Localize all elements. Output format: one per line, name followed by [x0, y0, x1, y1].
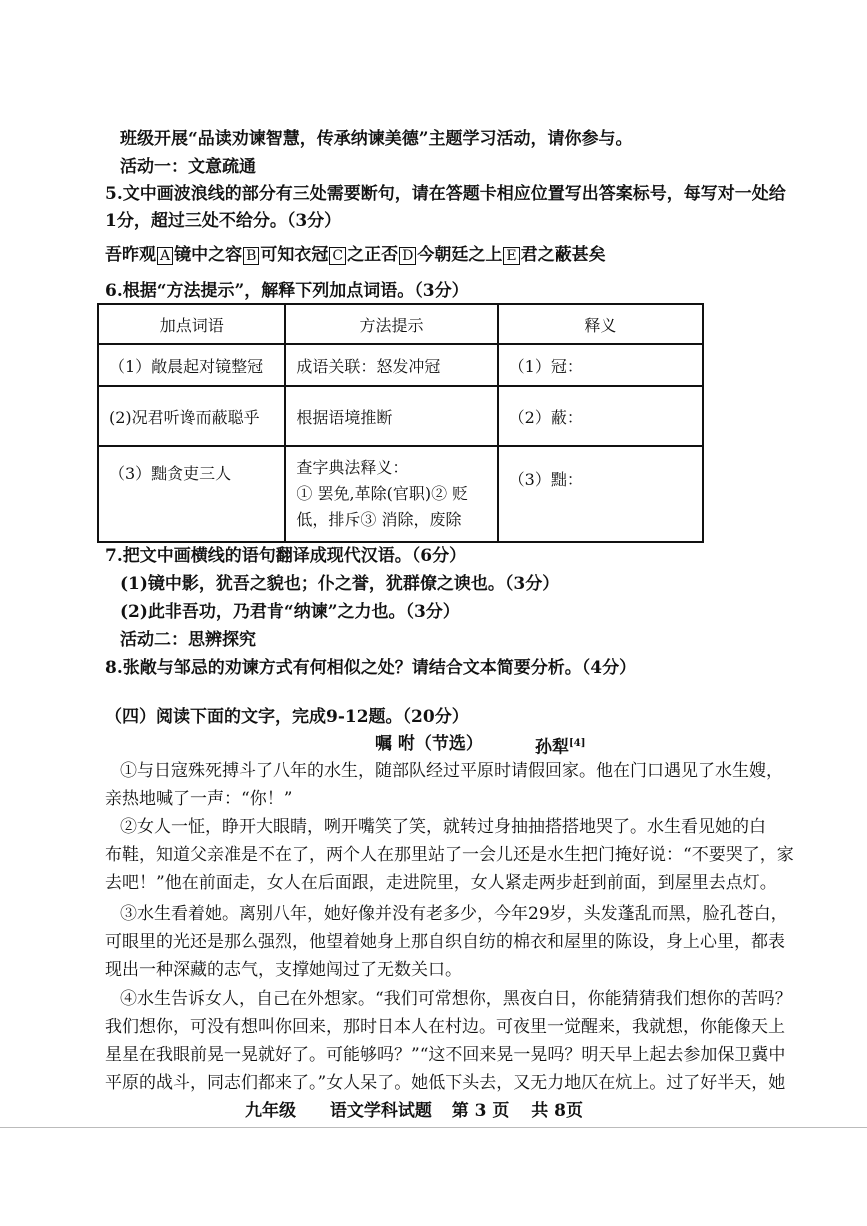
- q5-segment-start: 吾昨观: [105, 245, 156, 265]
- break-mark-d: D: [399, 247, 416, 265]
- intro-text: 班级开展“品读劝谏智慧，传承纳谏美德”主题学习活动，请你参与。: [120, 129, 633, 149]
- story-line: 亲热地喊了一声：“你！”: [105, 789, 293, 809]
- table-cell-hint: 成语关联：怒发冲冠: [285, 344, 497, 386]
- story-line: ②女人一怔，睁开大眼睛，咧开嘴笑了笑，就转过身抽抽搭搭地哭了。水生看见她的白: [120, 817, 766, 837]
- table-header: 方法提示: [285, 304, 497, 344]
- activity-one-heading: 活动一：文意疏通: [120, 157, 256, 177]
- activity-two-heading: 活动二：思辨探究: [120, 630, 256, 650]
- footer-total: 共 8页: [531, 1101, 583, 1121]
- q5-segment: 镜中之容: [174, 245, 243, 265]
- story-line: 现出一种深藏的志气，支撑她闯过了无数关口。: [105, 960, 462, 980]
- story-line: ③水生看着她。离别八年，她好像并没有老多少，今年29岁，头发蓬乱而黑，脸孔苍白，: [120, 904, 788, 924]
- story-line: 可眼里的光还是那么强烈，他望着她身上那自织自纺的棉衣和屋里的陈设，身上心里，都表: [105, 932, 785, 952]
- break-mark-a: A: [157, 247, 173, 265]
- q5-segment: 之正否: [347, 245, 399, 265]
- q5-segment: 今朝廷之上: [417, 245, 503, 265]
- table-cell-meaning: （1）冠：: [498, 344, 703, 386]
- q8-text: 8.张敞与邹忌的劝谏方式有何相似之处？请结合文本简要分析。（4分）: [105, 658, 637, 678]
- footnote-mark: [4]: [569, 738, 586, 749]
- footer-page: 第 3 页: [451, 1101, 510, 1121]
- break-mark-c: C: [329, 247, 346, 265]
- q5-line-1: 5.文中画波浪线的部分有三处需要断句，请在答题卡相应位置写出答案标号，每写对一处给: [105, 184, 786, 204]
- story-line: ④水生告诉女人，自己在外想家。“我们可常想你，黑夜白日，你能猜猜我们想你的苦吗？: [120, 989, 792, 1009]
- break-mark-e: E: [503, 247, 519, 265]
- part-four-heading: （四）阅读下面的文字，完成9-12题。（20分）: [105, 707, 469, 727]
- page-footer: [245, 1100, 583, 1122]
- break-mark-b: B: [243, 247, 259, 265]
- table-cell-meaning: （2）蔽：: [498, 386, 703, 446]
- hint-line: 低，排斥③ 消除，废除: [296, 510, 462, 529]
- table-cell-word: （3）黜贪吏三人: [98, 446, 285, 542]
- q6-title: 6.根据“方法提示”，解释下列加点词语。（3分）: [105, 281, 469, 301]
- table-row: [98, 344, 703, 386]
- table-header: 加点词语: [98, 304, 285, 344]
- table-cell-word: （1）敞晨起对镜整冠: [98, 344, 285, 386]
- author-name: 孙犁: [535, 737, 569, 758]
- story-line: 我们想你，可没有想叫你回来，那时日本人在村边。可夜里一觉醒来，我就想，你能像天上: [105, 1017, 785, 1037]
- footer-grade: 九年级: [245, 1101, 296, 1121]
- q5-line-2: 1分，超过三处不给分。（3分）: [105, 211, 342, 231]
- footer-subject: 语文学科试题: [329, 1101, 432, 1121]
- story-line: 去吧！”他在前面走，女人在后面跟，走进院里，女人紧走两步赶到前面，到屋里去点灯。: [105, 873, 777, 893]
- table-cell-hint: 根据语境推断: [285, 386, 497, 446]
- q7-sentence-1: (1)镜中影，犹吾之貌也；仆之誉，犹群僚之谀也。（3分）: [120, 574, 560, 594]
- q5-segment: 君之蔽甚矣: [520, 245, 606, 265]
- table-cell-word: (2)况君听谗而蔽聪乎: [98, 386, 285, 446]
- hint-line: 查字典法释义：: [296, 458, 409, 477]
- table-header: 释义: [498, 304, 703, 344]
- vocab-table: [97, 303, 704, 543]
- table-row: [98, 446, 703, 542]
- story-line: 布鞋，知道父亲准是不在了，两个人在那里站了一会儿还是水生把门掩好说：“不要哭了，家: [105, 845, 794, 865]
- table-header-row: [98, 304, 703, 344]
- q7-sentence-2: (2)此非吾功，乃君肯“纳谏”之力也。（3分）: [120, 602, 460, 622]
- story-author: [535, 733, 585, 759]
- q5-segment: 可知衣冠: [260, 245, 329, 265]
- table-cell-meaning: （3）黜：: [498, 446, 703, 542]
- q7-title: 7.把文中画横线的语句翻译成现代汉语。（6分）: [105, 546, 467, 566]
- page-divider: [0, 1127, 867, 1128]
- story-line: ①与日寇殊死搏斗了八年的水生，随部队经过平原时请假回家。他在门口遇见了水生嫂，: [120, 761, 783, 781]
- hint-line: ① 罢免,革除(官职)② 贬: [296, 484, 469, 503]
- story-line: 星星在我眼前晃一晃就好了。可能够吗？”“这不回来晃一晃吗？明天早上起去参加保卫冀中: [105, 1045, 786, 1065]
- story-title: 嘱 咐（节选）: [375, 734, 483, 754]
- story-line: 平原的战斗，同志们都来了。”女人呆了。她低下头去，又无力地仄在炕上。过了好半天，她: [105, 1073, 786, 1093]
- table-row: [98, 386, 703, 446]
- table-cell-hint: [285, 446, 497, 542]
- q5-sentence: [105, 244, 606, 266]
